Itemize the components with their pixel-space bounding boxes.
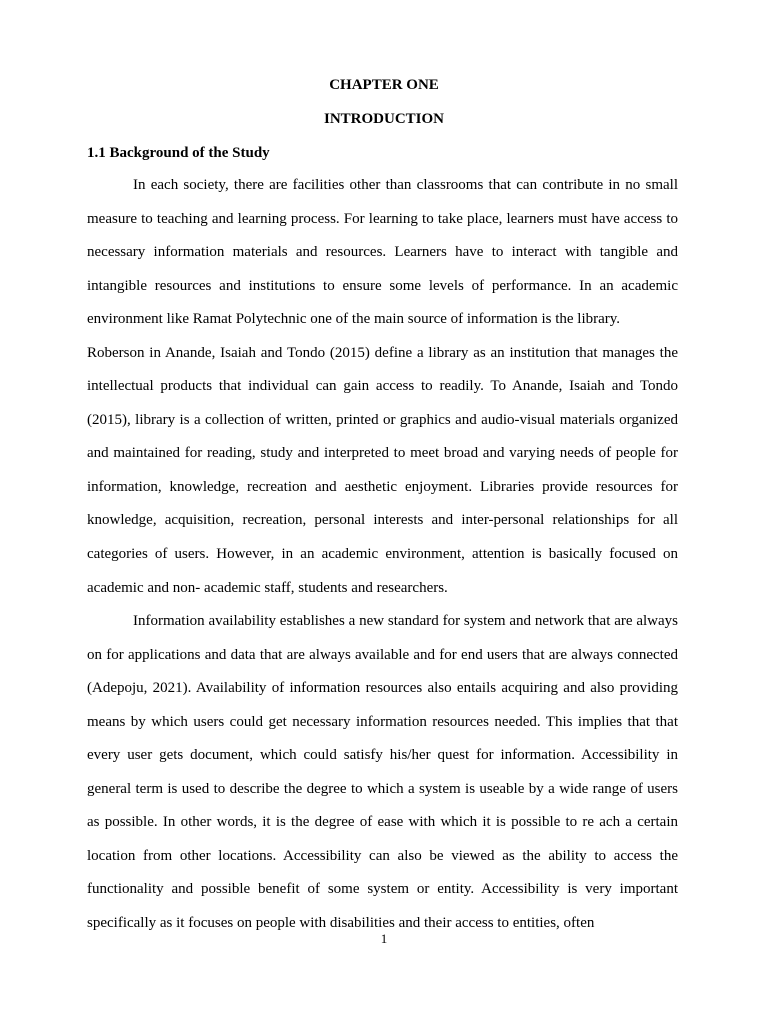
paragraph-3: Information availability establishes a new standard for system and network that are always on for applications and data that are always available and for end users that are always connected (Adepoju, 2021). Availability of information resources also entails acquiring and also providing means by which users could get necessary information resources needed. This implies that that every user gets document, which could satisfy his/her quest for information. Accessibility in general term is used to describe the degree to which a system is useable by a wide range of users as possible. In other words, it is the degree of ease with which it is possible to re ach a certain location from other locations. Accessibility can also be viewed as the ability to access the functionality and possible benefit of some system or entity. Accessibility is very important specifically as it focuses on people with disabilities and their access to entities, often xyxy=(87,613,678,932)
body-text xyxy=(87,169,678,941)
page-number: 1 xyxy=(380,931,388,946)
paragraph-2: Roberson in Anande, Isaiah and Tondo (2015) define a library as an institution that manages the intellectual products that individual can gain access to readily. To Anande, Isaiah and Tondo (2015), library is a collection of written, printed or graphics and audio-visual materials organized and maintained for reading, study and interpreted to meet broad and varying needs of people for information, knowledge, recreation and aesthetic enjoyment. Libraries provide resources for knowledge, acquisition, recreation, personal interests and inter-personal relationships for all categories of users. However, in an academic environment, attention is basically focused on academic and non- academic staff, students and researchers. xyxy=(87,344,678,596)
chapter-heading: CHAPTER ONE xyxy=(329,77,439,93)
introduction-heading: INTRODUCTION xyxy=(323,111,444,127)
paragraph-1: In each society, there are facilities other than classrooms that can contribute in no small measure to teaching and learning process. For learning to take place, learners must have access to necessary information materials and resources. Learners have to interact with tangible and intangible resources and institutions to ensure some levels of performance. In an academic environment like Ramat Polytechnic one of the main source of information is the library. xyxy=(87,177,678,328)
section-title: 1.1 Background of the Study xyxy=(87,145,270,161)
